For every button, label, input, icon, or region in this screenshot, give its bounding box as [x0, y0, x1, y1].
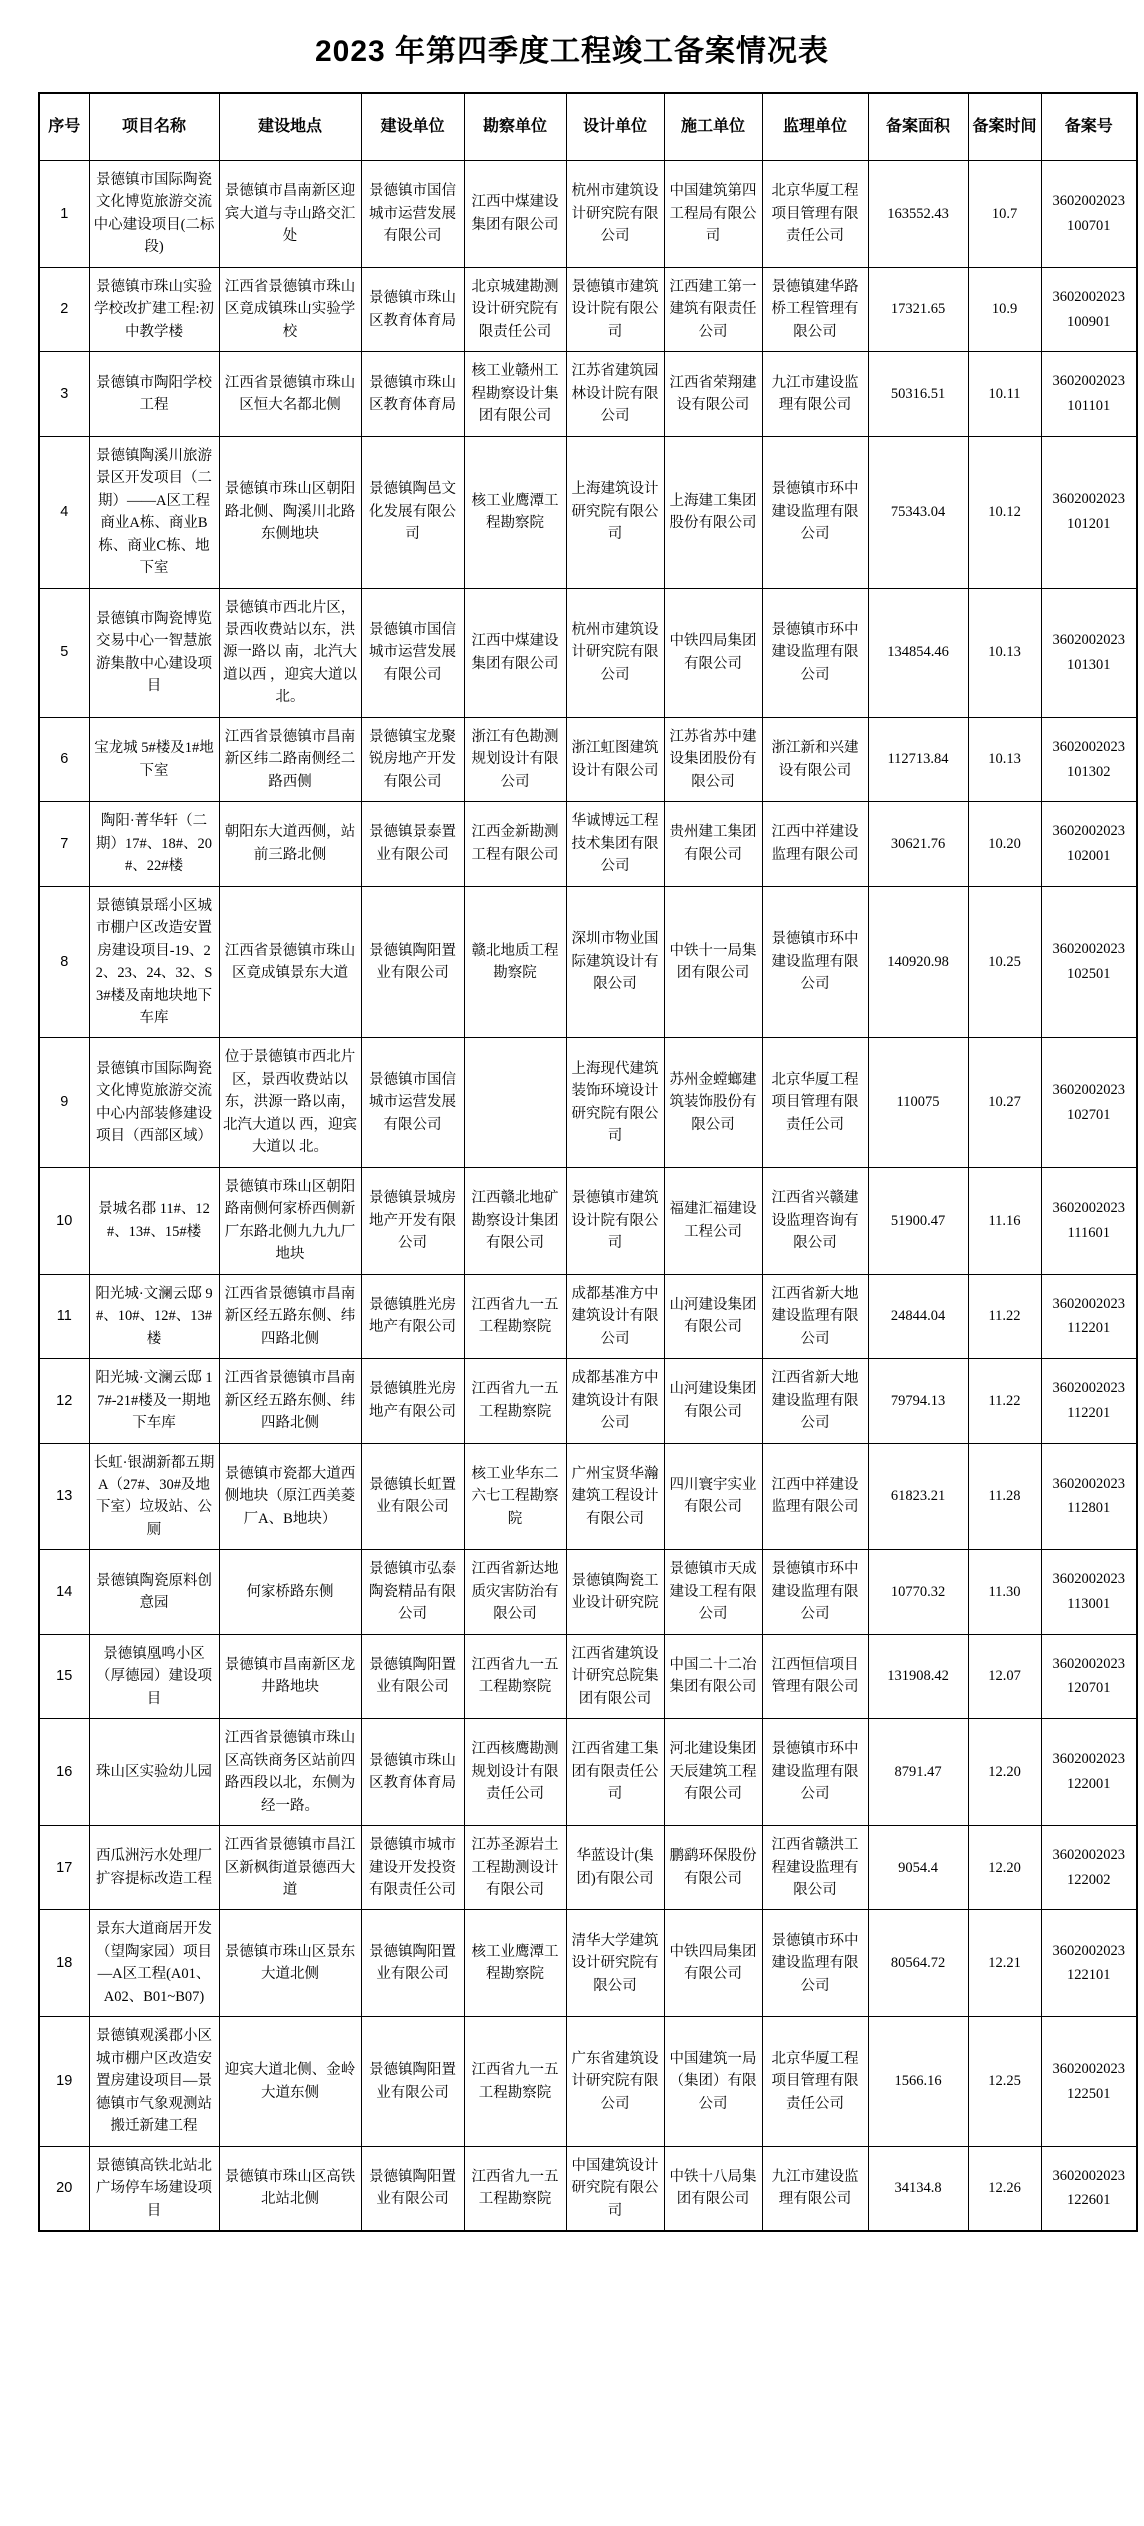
cell-project-name: 景德镇观溪郡小区城市棚户区改造安置房建设项目—景德镇市气象观测站搬迁新建工程 — [89, 2017, 219, 2146]
completion-filing-table — [38, 92, 1138, 2232]
cell-survey-unit: 核工业华东二六七工程勘察院 — [464, 1443, 566, 1550]
cell-serial-number: 3 — [39, 352, 89, 436]
cell-survey-unit: 江西金新勘测工程有限公司 — [464, 802, 566, 886]
cell-filing-area: 134854.46 — [868, 588, 968, 717]
cell-filing-number — [1041, 1719, 1137, 1826]
cell-filing-number — [1041, 1910, 1137, 2017]
filing-number-text: 3602002023101301 — [1052, 632, 1125, 673]
cell-design-unit: 杭州市建筑设计研究院有限公司 — [566, 161, 664, 268]
cell-supervision-unit: 江西中祥建设监理有限公司 — [762, 802, 868, 886]
table-row — [39, 588, 1137, 717]
cell-contractor-unit: 中铁四局集团有限公司 — [664, 588, 762, 717]
cell-serial-number: 10 — [39, 1167, 89, 1274]
cell-construction-location: 景德镇市瓷都大道西侧地块（原江西美菱厂A、B地块） — [219, 1443, 361, 1550]
cell-construction-unit: 景德镇宝龙聚锐房地产开发有限公司 — [361, 717, 464, 801]
cell-serial-number: 1 — [39, 161, 89, 268]
cell-serial-number: 8 — [39, 886, 89, 1038]
cell-filing-area: 80564.72 — [868, 1910, 968, 2017]
cell-filing-time: 11.22 — [968, 1359, 1041, 1443]
cell-design-unit: 浙江虹图建筑设计有限公司 — [566, 717, 664, 801]
cell-design-unit: 广东省建筑设计研究院有限公司 — [566, 2017, 664, 2146]
cell-design-unit: 景德镇市建筑设计院有限公司 — [566, 1167, 664, 1274]
cell-survey-unit: 江西省九一五工程勘察院 — [464, 1274, 566, 1358]
column-header-10: 备案号 — [1041, 93, 1137, 161]
cell-construction-unit: 景德镇胜光房地产有限公司 — [361, 1274, 464, 1358]
filing-number-text: 3602002023112201 — [1052, 1380, 1125, 1421]
cell-survey-unit: 江西赣北地矿勘察设计集团有限公司 — [464, 1167, 566, 1274]
cell-construction-location: 江西省景德镇市昌江区新枫街道景德西大道 — [219, 1826, 361, 1910]
cell-survey-unit: 江西中煤建设集团有限公司 — [464, 161, 566, 268]
cell-filing-number — [1041, 802, 1137, 886]
filing-number-text: 3602002023101101 — [1052, 373, 1125, 414]
filing-number-text: 3602002023101302 — [1052, 738, 1125, 780]
cell-construction-unit: 景德镇市国信城市运营发展有限公司 — [361, 588, 464, 717]
cell-project-name: 景德镇凰鸣小区（厚德园）建设项目 — [89, 1634, 219, 1718]
cell-filing-area: 34134.8 — [868, 2146, 968, 2231]
cell-supervision-unit: 景德镇建华路桥工程管理有限公司 — [762, 267, 868, 351]
cell-serial-number: 12 — [39, 1359, 89, 1443]
filing-number-text: 3602002023122601 — [1052, 2167, 1125, 2209]
column-header-3: 建设单位 — [361, 93, 464, 161]
table-row — [39, 802, 1137, 886]
cell-construction-location: 江西省景德镇市珠山区高铁商务区站前四路西段以北，东侧为经一路。 — [219, 1719, 361, 1826]
cell-contractor-unit: 贵州建工集团有限公司 — [664, 802, 762, 886]
cell-supervision-unit: 景德镇市环中建设监理有限公司 — [762, 588, 868, 717]
table-row — [39, 161, 1137, 268]
column-header-7: 监理单位 — [762, 93, 868, 161]
filing-number-text: 3602002023120701 — [1052, 1655, 1125, 1697]
cell-construction-unit: 景德镇陶邑文化发展有限公司 — [361, 436, 464, 588]
cell-contractor-unit: 中铁十一局集团有限公司 — [664, 886, 762, 1038]
cell-filing-number — [1041, 161, 1137, 268]
cell-filing-time: 11.30 — [968, 1550, 1041, 1634]
cell-design-unit: 江西省建筑设计研究总院集团有限公司 — [566, 1634, 664, 1718]
cell-construction-location: 江西省景德镇市珠山区竟成镇珠山实验学校 — [219, 267, 361, 351]
cell-project-name: 景德镇市陶阳学校工程 — [89, 352, 219, 436]
cell-serial-number: 20 — [39, 2146, 89, 2231]
cell-filing-time: 12.21 — [968, 1910, 1041, 2017]
cell-construction-unit: 景德镇景城房地产开发有限公司 — [361, 1167, 464, 1274]
cell-supervision-unit: 北京华厦工程项目管理有限责任公司 — [762, 161, 868, 268]
cell-design-unit: 成都基准方中建筑设计有限公司 — [566, 1274, 664, 1358]
cell-construction-location: 景德镇市昌南新区龙井路地块 — [219, 1634, 361, 1718]
column-header-4: 勘察单位 — [464, 93, 566, 161]
cell-project-name: 阳光城·文澜云邸 17#-21#楼及一期地下车库 — [89, 1359, 219, 1443]
cell-contractor-unit: 中铁十八局集团有限公司 — [664, 2146, 762, 2231]
cell-contractor-unit: 苏州金螳螂建筑装饰股份有限公司 — [664, 1038, 762, 1167]
cell-design-unit: 华蓝设计(集团)有限公司 — [566, 1826, 664, 1910]
cell-serial-number: 5 — [39, 588, 89, 717]
cell-contractor-unit: 中国二十二冶集团有限公司 — [664, 1634, 762, 1718]
cell-filing-number — [1041, 2146, 1137, 2231]
cell-filing-time: 12.25 — [968, 2017, 1041, 2146]
cell-construction-unit: 景德镇市珠山区教育体育局 — [361, 1719, 464, 1826]
cell-construction-unit: 景德镇市弘泰陶瓷精品有限公司 — [361, 1550, 464, 1634]
cell-filing-area: 1566.16 — [868, 2017, 968, 2146]
cell-construction-location: 景德镇市昌南新区迎宾大道与寺山路交汇处 — [219, 161, 361, 268]
cell-filing-area: 17321.65 — [868, 267, 968, 351]
filing-number-text: 3602002023113001 — [1052, 1571, 1125, 1613]
cell-design-unit: 成都基准方中建筑设计有限公司 — [566, 1359, 664, 1443]
filing-number-text: 3602002023101201 — [1052, 491, 1125, 533]
table-body — [39, 161, 1137, 2232]
table-row — [39, 1038, 1137, 1167]
cell-construction-unit: 景德镇陶阳置业有限公司 — [361, 2017, 464, 2146]
cell-serial-number: 9 — [39, 1038, 89, 1167]
cell-construction-location: 景德镇市西北片区，景西收费站以东，洪源一路以 南，北汽大道以西 ，迎宾大道以北。 — [219, 588, 361, 717]
cell-project-name: 景德镇陶溪川旅游景区开发项目（二期）——A区工程商业A栋、商业B栋、商业C栋、地下室 — [89, 436, 219, 588]
cell-serial-number: 18 — [39, 1910, 89, 2017]
cell-filing-number — [1041, 267, 1137, 351]
cell-design-unit: 江西省建工集团有限责任公司 — [566, 1719, 664, 1826]
table-row — [39, 352, 1137, 436]
cell-design-unit: 清华大学建筑设计研究院有限公司 — [566, 1910, 664, 2017]
cell-filing-area: 61823.21 — [868, 1443, 968, 1550]
cell-filing-time: 10.12 — [968, 436, 1041, 588]
cell-supervision-unit: 江西省新大地建设监理有限公司 — [762, 1274, 868, 1358]
cell-filing-number — [1041, 1038, 1137, 1167]
table-row — [39, 1167, 1137, 1274]
cell-project-name: 景东大道商居开发（望陶家园）项目—A区工程(A01、A02、B01~B07) — [89, 1910, 219, 2017]
cell-construction-unit: 景德镇景泰置业有限公司 — [361, 802, 464, 886]
cell-filing-time: 10.13 — [968, 588, 1041, 717]
cell-filing-time: 11.16 — [968, 1167, 1041, 1274]
cell-construction-unit: 景德镇长虹置业有限公司 — [361, 1443, 464, 1550]
cell-design-unit: 上海建筑设计研究院有限公司 — [566, 436, 664, 588]
document-page — [0, 26, 1144, 2232]
cell-supervision-unit: 景德镇市环中建设监理有限公司 — [762, 1550, 868, 1634]
table-row — [39, 1826, 1137, 1910]
cell-filing-area: 9054.4 — [868, 1826, 968, 1910]
cell-filing-area: 8791.47 — [868, 1719, 968, 1826]
cell-supervision-unit: 江西恒信项目管理有限公司 — [762, 1634, 868, 1718]
cell-contractor-unit: 景德镇市天成建设工程有限公司 — [664, 1550, 762, 1634]
cell-survey-unit: 江西核鹰勘测规划设计有限责任公司 — [464, 1719, 566, 1826]
cell-serial-number: 4 — [39, 436, 89, 588]
cell-construction-location: 江西省景德镇市昌南新区经五路东侧、纬四路北侧 — [219, 1359, 361, 1443]
cell-filing-time: 10.13 — [968, 717, 1041, 801]
column-header-0: 序号 — [39, 93, 89, 161]
cell-construction-location: 朝阳东大道西侧，站前三路北侧 — [219, 802, 361, 886]
cell-filing-number — [1041, 1359, 1137, 1443]
filing-number-text: 3602002023100901 — [1052, 288, 1125, 330]
cell-survey-unit: 江西省九一五工程勘察院 — [464, 2146, 566, 2231]
table-row — [39, 717, 1137, 801]
table-row — [39, 886, 1137, 1038]
column-header-1: 项目名称 — [89, 93, 219, 161]
cell-filing-time: 12.26 — [968, 2146, 1041, 2231]
cell-project-name: 景城名郡 11#、12#、13#、15#楼 — [89, 1167, 219, 1274]
cell-supervision-unit: 九江市建设监理有限公司 — [762, 2146, 868, 2231]
cell-serial-number: 2 — [39, 267, 89, 351]
cell-serial-number: 14 — [39, 1550, 89, 1634]
cell-filing-area: 140920.98 — [868, 886, 968, 1038]
table-row — [39, 2017, 1137, 2146]
column-header-9: 备案时间 — [968, 93, 1041, 161]
cell-survey-unit: 北京城建勘测设计研究院有限责任公司 — [464, 267, 566, 351]
cell-construction-location: 何家桥路东侧 — [219, 1550, 361, 1634]
cell-construction-location: 景德镇市珠山区朝阳路北侧、陶溪川北路东侧地块 — [219, 436, 361, 588]
cell-filing-time: 11.28 — [968, 1443, 1041, 1550]
filing-number-text: 3602002023102001 — [1052, 823, 1125, 864]
column-header-6: 施工单位 — [664, 93, 762, 161]
cell-construction-unit: 景德镇市珠山区教育体育局 — [361, 352, 464, 436]
cell-serial-number: 11 — [39, 1274, 89, 1358]
cell-supervision-unit: 江西中祥建设监理有限公司 — [762, 1443, 868, 1550]
filing-number-text: 3602002023122001 — [1052, 1751, 1125, 1793]
cell-survey-unit: 江苏圣源岩土工程勘测设计有限公司 — [464, 1826, 566, 1910]
column-header-2: 建设地点 — [219, 93, 361, 161]
cell-contractor-unit: 中国建筑第四工程局有限公司 — [664, 161, 762, 268]
page-title: 2023 年第四季度工程竣工备案情况表 — [314, 35, 830, 68]
cell-construction-location: 江西省景德镇市昌南新区纬二路南侧经二路西侧 — [219, 717, 361, 801]
filing-number-text: 3602002023102701 — [1052, 1082, 1125, 1123]
cell-supervision-unit: 景德镇市环中建设监理有限公司 — [762, 886, 868, 1038]
table-row — [39, 1634, 1137, 1718]
cell-design-unit: 杭州市建筑设计研究院有限公司 — [566, 588, 664, 717]
cell-contractor-unit: 鹏鹞环保股份有限公司 — [664, 1826, 762, 1910]
cell-project-name: 西瓜洲污水处理厂扩容提标改造工程 — [89, 1826, 219, 1910]
cell-construction-unit: 景德镇陶阳置业有限公司 — [361, 886, 464, 1038]
cell-filing-time: 11.22 — [968, 1274, 1041, 1358]
cell-survey-unit — [464, 1038, 566, 1167]
cell-filing-number — [1041, 886, 1137, 1038]
cell-filing-area: 112713.84 — [868, 717, 968, 801]
cell-serial-number: 17 — [39, 1826, 89, 1910]
cell-filing-area: 110075 — [868, 1038, 968, 1167]
cell-construction-unit: 景德镇胜光房地产有限公司 — [361, 1359, 464, 1443]
cell-project-name: 景德镇市陶瓷博览交易中心一智慧旅游集散中心建设项目 — [89, 588, 219, 717]
column-header-8: 备案面积 — [868, 93, 968, 161]
cell-filing-area: 51900.47 — [868, 1167, 968, 1274]
cell-project-name: 景德镇市国际陶瓷文化博览旅游交流中心建设项目(二标段) — [89, 161, 219, 268]
filing-number-text: 3602002023112201 — [1052, 1295, 1125, 1337]
cell-project-name: 景德镇陶瓷原料创意园 — [89, 1550, 219, 1634]
cell-filing-number — [1041, 1826, 1137, 1910]
cell-filing-number — [1041, 1634, 1137, 1718]
cell-survey-unit: 核工业鹰潭工程勘察院 — [464, 436, 566, 588]
cell-construction-location: 江西省景德镇市珠山区竟成镇景东大道 — [219, 886, 361, 1038]
cell-survey-unit: 江西省九一五工程勘察院 — [464, 2017, 566, 2146]
cell-survey-unit: 江西省九一五工程勘察院 — [464, 1634, 566, 1718]
cell-construction-unit: 景德镇市国信城市运营发展有限公司 — [361, 161, 464, 268]
filing-number-text: 3602002023122501 — [1052, 2060, 1125, 2102]
cell-survey-unit: 赣北地质工程勘察院 — [464, 886, 566, 1038]
table-row — [39, 1910, 1137, 2017]
cell-filing-area: 131908.42 — [868, 1634, 968, 1718]
cell-filing-time: 12.20 — [968, 1719, 1041, 1826]
filing-number-text: 3602002023100701 — [1052, 193, 1125, 234]
cell-project-name: 景德镇景瑶小区城市棚户区改造安置房建设项目-19、22、23、24、32、S3#楼及南地块地下车库 — [89, 886, 219, 1038]
cell-filing-time: 10.27 — [968, 1038, 1041, 1167]
cell-contractor-unit: 中国建筑一局（集团）有限公司 — [664, 2017, 762, 2146]
cell-supervision-unit: 北京华厦工程项目管理有限责任公司 — [762, 2017, 868, 2146]
cell-construction-location: 江西省景德镇市珠山区恒大名都北侧 — [219, 352, 361, 436]
cell-filing-time: 10.20 — [968, 802, 1041, 886]
cell-filing-number — [1041, 588, 1137, 717]
cell-contractor-unit: 中铁四局集团有限公司 — [664, 1910, 762, 2017]
cell-filing-area: 75343.04 — [868, 436, 968, 588]
cell-construction-location: 迎宾大道北侧、金岭大道东侧 — [219, 2017, 361, 2146]
cell-supervision-unit: 九江市建设监理有限公司 — [762, 352, 868, 436]
filing-number-text: 3602002023111601 — [1052, 1200, 1125, 1241]
cell-design-unit: 深圳市物业国际建筑设计有限公司 — [566, 886, 664, 1038]
cell-survey-unit: 核工业鹰潭工程勘察院 — [464, 1910, 566, 2017]
cell-filing-number — [1041, 1167, 1137, 1274]
cell-filing-number — [1041, 2017, 1137, 2146]
cell-filing-time: 10.11 — [968, 352, 1041, 436]
cell-supervision-unit: 江西省赣洪工程建设监理有限公司 — [762, 1826, 868, 1910]
filing-number-text: 3602002023122002 — [1052, 1847, 1125, 1888]
cell-construction-location: 景德镇市珠山区高铁北站北侧 — [219, 2146, 361, 2231]
cell-survey-unit: 江西省九一五工程勘察院 — [464, 1359, 566, 1443]
table-row — [39, 1719, 1137, 1826]
cell-survey-unit: 江西省新达地质灾害防治有限公司 — [464, 1550, 566, 1634]
cell-project-name: 阳光城·文澜云邸 9#、10#、12#、13#楼 — [89, 1274, 219, 1358]
cell-design-unit: 景德镇陶瓷工业设计研究院 — [566, 1550, 664, 1634]
filing-number-text: 3602002023122101 — [1052, 1942, 1125, 1984]
table-header — [39, 93, 1137, 161]
cell-construction-unit: 景德镇市城市建设开发投资有限责任公司 — [361, 1826, 464, 1910]
cell-survey-unit: 浙江有色勘测规划设计有限公司 — [464, 717, 566, 801]
cell-construction-unit: 景德镇陶阳置业有限公司 — [361, 1634, 464, 1718]
cell-filing-area: 50316.51 — [868, 352, 968, 436]
cell-design-unit: 景德镇市建筑设计院有限公司 — [566, 267, 664, 351]
cell-supervision-unit: 景德镇市环中建设监理有限公司 — [762, 1910, 868, 2017]
filing-number-text: 3602002023102501 — [1052, 941, 1125, 983]
cell-filing-time: 10.7 — [968, 161, 1041, 268]
cell-filing-number — [1041, 1443, 1137, 1550]
cell-contractor-unit: 上海建工集团股份有限公司 — [664, 436, 762, 588]
cell-construction-location: 位于景德镇市西北片区，景西收费站以东，洪源一路以南，北汽大道以 西，迎宾大道以 北。 — [219, 1038, 361, 1167]
cell-construction-location: 江西省景德镇市昌南新区经五路东侧、纬四路北侧 — [219, 1274, 361, 1358]
cell-serial-number: 19 — [39, 2017, 89, 2146]
cell-design-unit: 中国建筑设计研究院有限公司 — [566, 2146, 664, 2231]
cell-construction-unit: 景德镇陶阳置业有限公司 — [361, 2146, 464, 2231]
table-row — [39, 267, 1137, 351]
table-row — [39, 1550, 1137, 1634]
cell-filing-time: 12.07 — [968, 1634, 1041, 1718]
cell-supervision-unit: 景德镇市环中建设监理有限公司 — [762, 436, 868, 588]
cell-filing-number — [1041, 1550, 1137, 1634]
cell-design-unit: 广州宝贤华瀚建筑工程设计有限公司 — [566, 1443, 664, 1550]
cell-filing-number — [1041, 352, 1137, 436]
cell-contractor-unit: 四川寰宇实业有限公司 — [664, 1443, 762, 1550]
cell-serial-number: 15 — [39, 1634, 89, 1718]
cell-construction-location: 景德镇市珠山区朝阳路南侧何家桥西侧新厂东路北侧九九九厂地块 — [219, 1167, 361, 1274]
cell-design-unit: 上海现代建筑装饰环境设计研究院有限公司 — [566, 1038, 664, 1167]
table-row — [39, 436, 1137, 588]
cell-serial-number: 6 — [39, 717, 89, 801]
cell-contractor-unit: 江西建工第一建筑有限责任公司 — [664, 267, 762, 351]
cell-filing-time: 10.9 — [968, 267, 1041, 351]
cell-supervision-unit: 江西省兴赣建设监理咨询有限公司 — [762, 1167, 868, 1274]
cell-filing-area: 163552.43 — [868, 161, 968, 268]
cell-construction-unit: 景德镇陶阳置业有限公司 — [361, 1910, 464, 2017]
cell-project-name: 景德镇市珠山实验学校改扩建工程:初中教学楼 — [89, 267, 219, 351]
table-row — [39, 1274, 1137, 1358]
table-row — [39, 1443, 1137, 1550]
cell-project-name: 景德镇高铁北站北广场停车场建设项目 — [89, 2146, 219, 2231]
cell-filing-area: 10770.32 — [868, 1550, 968, 1634]
cell-filing-number — [1041, 717, 1137, 801]
cell-construction-unit: 景德镇市珠山区教育体育局 — [361, 267, 464, 351]
header-row — [39, 93, 1137, 161]
column-header-5: 设计单位 — [566, 93, 664, 161]
cell-project-name: 陶阳·菁华轩（二期）17#、18#、20#、22#楼 — [89, 802, 219, 886]
cell-filing-area: 24844.04 — [868, 1274, 968, 1358]
table-row — [39, 2146, 1137, 2231]
cell-design-unit: 华诚博远工程技术集团有限公司 — [566, 802, 664, 886]
cell-serial-number: 13 — [39, 1443, 89, 1550]
cell-contractor-unit: 山河建设集团有限公司 — [664, 1274, 762, 1358]
cell-contractor-unit: 江苏省苏中建设集团股份有限公司 — [664, 717, 762, 801]
table-row — [39, 1359, 1137, 1443]
cell-construction-unit: 景德镇市国信城市运营发展有限公司 — [361, 1038, 464, 1167]
cell-project-name: 宝龙城 5#楼及1#地下室 — [89, 717, 219, 801]
cell-supervision-unit: 江西省新大地建设监理有限公司 — [762, 1359, 868, 1443]
cell-supervision-unit: 浙江新和兴建设有限公司 — [762, 717, 868, 801]
cell-contractor-unit: 江西省荣翔建设有限公司 — [664, 352, 762, 436]
cell-construction-location: 景德镇市珠山区景东大道北侧 — [219, 1910, 361, 2017]
cell-project-name: 珠山区实验幼儿园 — [89, 1719, 219, 1826]
cell-serial-number: 7 — [39, 802, 89, 886]
filing-number-text: 3602002023112801 — [1052, 1475, 1125, 1517]
cell-filing-area: 79794.13 — [868, 1359, 968, 1443]
cell-filing-time: 10.25 — [968, 886, 1041, 1038]
cell-contractor-unit: 山河建设集团有限公司 — [664, 1359, 762, 1443]
cell-project-name: 长虹·银湖新都五期A（27#、30#及地下室）垃圾站、公厕 — [89, 1443, 219, 1550]
cell-design-unit: 江苏省建筑园林设计院有限公司 — [566, 352, 664, 436]
cell-supervision-unit: 北京华厦工程项目管理有限责任公司 — [762, 1038, 868, 1167]
cell-serial-number: 16 — [39, 1719, 89, 1826]
cell-supervision-unit: 景德镇市环中建设监理有限公司 — [762, 1719, 868, 1826]
cell-filing-number — [1041, 1274, 1137, 1358]
cell-survey-unit: 江西中煤建设集团有限公司 — [464, 588, 566, 717]
cell-project-name: 景德镇市国际陶瓷文化博览旅游交流中心内部装修建设项目（西部区域） — [89, 1038, 219, 1167]
cell-contractor-unit: 福建汇福建设工程公司 — [664, 1167, 762, 1274]
cell-filing-area: 30621.76 — [868, 802, 968, 886]
cell-survey-unit: 核工业赣州工程勘察设计集团有限公司 — [464, 352, 566, 436]
cell-contractor-unit: 河北建设集团天辰建筑工程有限公司 — [664, 1719, 762, 1826]
cell-filing-time: 12.20 — [968, 1826, 1041, 1910]
cell-filing-number — [1041, 436, 1137, 588]
